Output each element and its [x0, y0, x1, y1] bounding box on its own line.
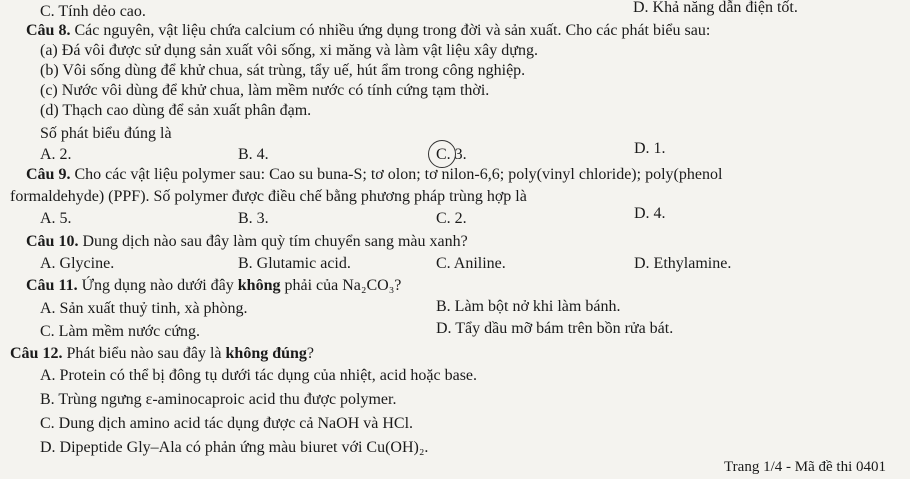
q9-option-b: B. 3. [238, 210, 269, 227]
q10-option-d: D. Ethylamine. [634, 255, 732, 272]
statement-a: (a) Đá vôi được sử dụng sản xuất vôi sống, xi măng và làm vật liệu xây dựng. [40, 42, 538, 59]
page-footer: Trang 1/4 - Mã đề thi 0401 [724, 459, 886, 475]
q9-option-c: C. 2. [436, 210, 467, 227]
question-8-stem [26, 21, 710, 41]
statement-d: (d) Thạch cao dùng để sản xuất phân đạm. [40, 102, 312, 119]
question-12-label: Câu 12. [10, 345, 63, 362]
q9-option-d: D. 4. [634, 205, 666, 222]
q10-option-a: A. Glycine. [40, 255, 115, 272]
statement-c: (c) Nước vôi dùng để khử chua, làm mềm nước có tính cứng tạm thời. [40, 82, 490, 99]
q9-option-a: A. 5. [40, 210, 72, 227]
question-10-text: Dung dịch nào sau đây làm quỳ tím chuyển sang màu xanh? [78, 233, 468, 250]
statement-b: (b) Vôi sống dùng để khử chua, sát trùng, tẩy uế, hút ẩm trong công nghiệp. [40, 62, 526, 79]
q11-option-a: A. Sản xuất thuỷ tinh, xà phòng. [40, 300, 248, 317]
q11-option-b: B. Làm bột nở khi làm bánh. [436, 298, 621, 315]
question-9-label: Câu 9. [26, 166, 71, 183]
q10-option-b: B. Glutamic acid. [238, 255, 351, 272]
question-12-text-pre: Phát biểu nào sau đây là [62, 345, 226, 362]
q12-option-d: D. Dipeptide Gly–Ala có phản ứng màu biuret với Cu(OH)₂. [40, 439, 429, 456]
question-11-text-post: phải của Na₂CO₃? [280, 277, 402, 294]
question-12-stem [10, 344, 314, 364]
question-11-emphasis: không [237, 277, 281, 294]
q11-option-c: C. Làm mềm nước cứng. [40, 323, 200, 340]
question-11-text-pre: Ứng dụng nào dưới đây [77, 277, 238, 294]
prev-option-d: D. Khả năng dẫn điện tốt. [633, 0, 798, 16]
prev-option-c: C. Tính dẻo cao. [40, 3, 146, 20]
question-12-emphasis: không đúng [225, 345, 307, 362]
q8-option-a: A. 2. [40, 146, 72, 163]
question-8-label: Câu 8. [26, 22, 71, 39]
question-11-stem [26, 276, 401, 296]
answer-circle-mark [428, 140, 456, 168]
question-11-label: Câu 11. [26, 277, 78, 294]
question-10-label: Câu 10. [26, 233, 79, 250]
q12-option-a: A. Protein có thể bị đông tụ dưới tác dụng của nhiệt, acid hoặc base. [40, 367, 478, 384]
q8-option-d: D. 1. [634, 140, 666, 157]
question-10-stem [26, 232, 468, 252]
question-9-text-line2: formaldehyde) (PPF). Số polymer được điều chế bằng phương pháp trùng hợp là [10, 188, 527, 205]
q12-option-b: B. Trùng ngưng ε-aminocaproic acid thu được polymer. [40, 391, 397, 408]
q10-option-c: C. Aniline. [436, 255, 506, 272]
q8-option-c: C. 3. [436, 146, 467, 163]
q11-option-d: D. Tẩy dầu mỡ bám trên bồn rửa bát. [436, 320, 674, 337]
question-8-text: Các nguyên, vật liệu chứa calcium có nhiều ứng dụng trong đời và sản xuất. Cho các phát biểu sau: [70, 22, 711, 39]
q8-option-b: B. 4. [238, 146, 269, 163]
question-9-text-line1: Cho các vật liệu polymer sau: Cao su buna-S; tơ olon; tơ nilon-6,6; poly(vinyl chloride); poly(phenol [70, 166, 723, 183]
q12-option-c: C. Dung dịch amino acid tác dụng được cả NaOH và HCl. [40, 415, 414, 432]
question-12-text-post: ? [306, 345, 315, 362]
question-8-prompt: Số phát biểu đúng là [40, 125, 172, 142]
question-9-stem [26, 165, 722, 185]
